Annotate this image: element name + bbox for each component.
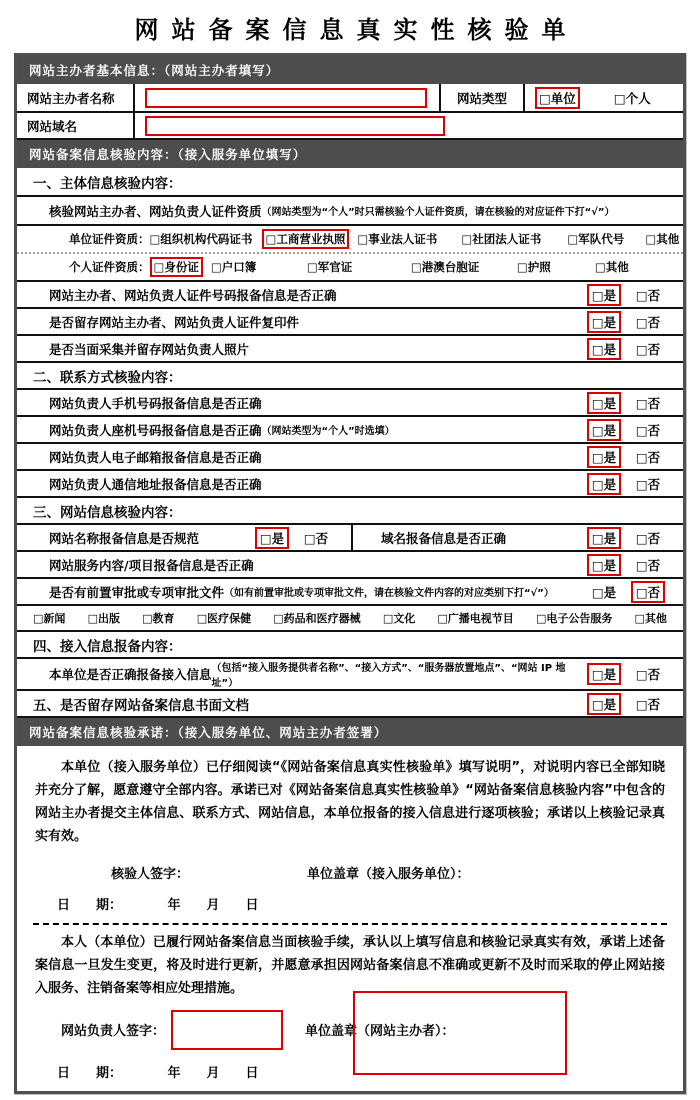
form-table [14,53,686,1094]
question-note: （网站类型为“个人”时选填） [261,426,395,437]
question-mobile-row [17,388,683,415]
question-email-row [17,442,683,469]
part1-title: 一、主体信息核验内容： [33,175,182,192]
yes-checkbox[interactable]: □是 [587,284,621,306]
question-approval-row [17,577,683,604]
row-domain [17,111,683,138]
checkbox-option[interactable]: □电子公告服务 [535,612,613,625]
part5-title-row [17,689,683,716]
domain-input[interactable] [145,116,445,136]
checkbox-option[interactable]: □军队代号 [567,232,625,246]
question-label: 是否留存网站主办者、网站负责人证件复印件 [49,314,300,330]
question-label: 网站负责人通信地址报备信息是否正确 [49,476,262,492]
no-checkbox[interactable]: □否 [635,449,661,465]
yes-checkbox[interactable]: □是 [255,527,289,549]
promise-section [17,746,683,1091]
yes-checkbox[interactable]: □是 [587,473,621,495]
checkbox-option[interactable]: □户口簿 [210,260,257,274]
no-checkbox[interactable]: □否 [635,341,661,357]
personal-cert-label: 个人证件资质： [69,260,150,274]
no-checkbox[interactable]: □否 [635,287,661,303]
question-label: 网站服务内容/项目报备信息是否正确 [49,557,254,573]
checkbox-option[interactable]: □身份证 [150,257,203,277]
personal-cert-row [17,252,683,280]
question-label: 网站负责人电子邮箱报备信息是否正确 [49,449,262,465]
cert-intro-note: （网站类型为“个人”时只需核验个人证件资质，请在核验的对应证件下打“√”） [261,207,615,218]
page-title: 网站备案信息真实性核验单 [134,16,579,44]
yes-checkbox[interactable]: □是 [587,338,621,360]
checkbox-option[interactable]: □单位 [535,87,580,109]
checkbox-option[interactable]: □出版 [87,612,120,625]
organizer-date-line[interactable]: 日 期： 年 月 日 [57,1065,259,1081]
no-checkbox[interactable]: □否 [635,557,661,573]
unit-cert-row [17,224,683,252]
organizer-name-label: 网站主办者名称 [17,84,135,111]
dashed-divider [33,923,667,925]
question-sitename-domain-row [17,523,683,550]
question-label: 网站主办者、网站负责人证件号码报备信息是否正确 [49,287,337,303]
promise-paragraph-organizer: 本人（本单位）已履行网站备案信息当面核验手续，承认以上填写信息和核验记录真实有效，承诺上述备案信息一旦发生变更，将及时进行更新，并愿意承担因网站备案信息不准确或更新不及时而采取的停止网站接入服务、注销备案等相应处理措施。 [35,934,665,996]
checkbox-option[interactable]: □组织机构代码证书 [149,232,253,246]
no-checkbox[interactable]: □否 [635,476,661,492]
question-label: 网站名称报备信息是否规范 [49,530,200,546]
checkbox-option[interactable]: □教育 [142,612,175,625]
question-access-row [17,657,683,689]
yes-checkbox[interactable]: □是 [587,663,621,685]
part2-title: 二、联系方式核验内容： [17,361,683,388]
unit-cert-options [150,229,680,249]
checkbox-option[interactable]: □军官证 [306,260,353,274]
checkbox-option[interactable]: □社团法人证书 [461,232,542,246]
yes-checkbox[interactable]: □是 [587,392,621,414]
checkbox-option[interactable]: □工商营业执照 [262,229,350,249]
question-label: 网站负责人手机号码报备信息是否正确 [49,395,262,411]
question-cert-copy-row [17,307,683,334]
site-type-options [525,87,683,109]
checkbox-option[interactable]: □文化 [382,612,416,625]
checkbox-option[interactable]: □个人 [613,90,651,106]
isp-date-line[interactable]: 日 期： 年 月 日 [57,897,259,913]
no-checkbox[interactable]: □否 [631,581,665,603]
checkbox-option[interactable]: □其他 [634,612,667,625]
organizer-stamp-label: 单位盖章（网站主办者）： [305,1024,455,1040]
question-label: 是否当面采集并留存网站负责人照片 [49,341,250,357]
checkbox-option[interactable]: □其他 [594,260,629,274]
checkbox-option[interactable]: □其他 [645,232,680,246]
no-checkbox[interactable]: □否 [635,422,661,438]
yes-checkbox[interactable]: □是 [587,419,621,441]
no-checkbox[interactable]: □否 [303,530,329,546]
question-label: 是否有前置审批或专项审批文件 [49,584,225,600]
section-header-verify-content: 网站备案信息核验内容：（接入服务单位填写） [17,138,683,168]
part5-title: 五、是否留存网站备案信息书面文档 [33,697,249,714]
yes-checkbox[interactable]: □是 [587,554,621,576]
promise-paragraph-isp: 本单位（接入服务单位）已仔细阅读“《网站备案信息真实性核验单》填写说明”，对说明内容已全部知晓并充分了解，愿意遵守全部内容。承诺已对《网站备案信息真实性核验单》“网站备案信息核验内容”中包含的网站主办者提交主体信息、联系方式、网站信息，本单位报备的接入信息进行逐项核验；承诺以上核验记录真实有效。 [35,760,665,845]
no-checkbox[interactable]: □否 [635,530,661,546]
question-note: （包括“接入服务提供者名称”、“接入方式”、“服务器放置地点”、“网站 IP 地址”） [211,663,566,689]
checkbox-option[interactable]: □港澳台胞证 [410,260,480,274]
checkbox-option[interactable]: □药品和医疗器械 [273,612,361,625]
organizer-name-input[interactable] [145,88,427,108]
cert-intro-row [17,195,683,224]
part4-title: 四、接入信息报备内容： [17,630,683,657]
question-domain-cell [353,527,683,549]
question-service-row [17,550,683,577]
checkbox-option[interactable]: □护照 [516,260,551,274]
checkbox-option[interactable]: □新闻 [33,612,66,625]
personal-cert-options [150,257,629,277]
question-address-row [17,469,683,496]
isp-signature-line [111,863,683,882]
cert-intro-text: 核验网站主办者、网站负责人证件资质 [49,203,262,219]
yes-checkbox[interactable]: □是 [587,446,621,468]
responsible-person-signature-label: 网站负责人签字： [61,1024,166,1040]
isp-stamp-label[interactable]: 单位盖章（接入服务单位）： [307,866,470,882]
row-organizer-name [17,84,683,111]
yes-checkbox[interactable]: □是 [591,584,617,600]
part3-title: 三、网站信息核验内容： [17,496,683,523]
question-cert-number-row [17,280,683,307]
yes-checkbox[interactable]: □是 [587,693,621,715]
section-header-promise: 网站备案信息核验承诺：（接入服务单位、网站主办者签署） [17,716,683,746]
section-header-basic-info: 网站主办者基本信息：（网站主办者填写） [17,56,683,84]
checkbox-option[interactable]: □广播电视节目 [437,612,514,625]
approval-categories-row [17,604,683,630]
question-landline-row [17,415,683,442]
no-checkbox[interactable]: □否 [635,314,661,330]
checkbox-option[interactable]: □事业法人证书 [357,232,438,246]
yes-checkbox[interactable]: □是 [587,311,621,333]
verifier-signature-label[interactable]: 核验人签字： [111,866,190,882]
yes-checkbox[interactable]: □是 [587,527,621,549]
question-photo-row [17,334,683,361]
no-checkbox[interactable]: □否 [635,395,661,411]
question-sitename-cell [17,525,353,550]
question-label: 域名报备信息是否正确 [381,530,507,546]
no-checkbox[interactable]: □否 [635,696,661,712]
no-checkbox[interactable]: □否 [635,667,661,682]
approval-category-options [33,610,667,626]
organizer-stamp-box[interactable] [353,991,567,1075]
question-label: 网站负责人座机号码报备信息是否正确 [49,422,262,438]
question-note: （如有前置审批或专项审批文件，请在核验文件内容的对应类别下打“√”） [224,588,554,599]
question-label: 本单位是否正确报备接入信息 [49,667,212,682]
responsible-person-signature-box[interactable] [171,1010,283,1050]
site-type-label: 网站类型 [439,84,525,111]
unit-cert-label: 单位证件资质： [69,232,150,246]
domain-label: 网站域名 [17,113,135,138]
checkbox-option[interactable]: □医疗保健 [196,612,252,625]
